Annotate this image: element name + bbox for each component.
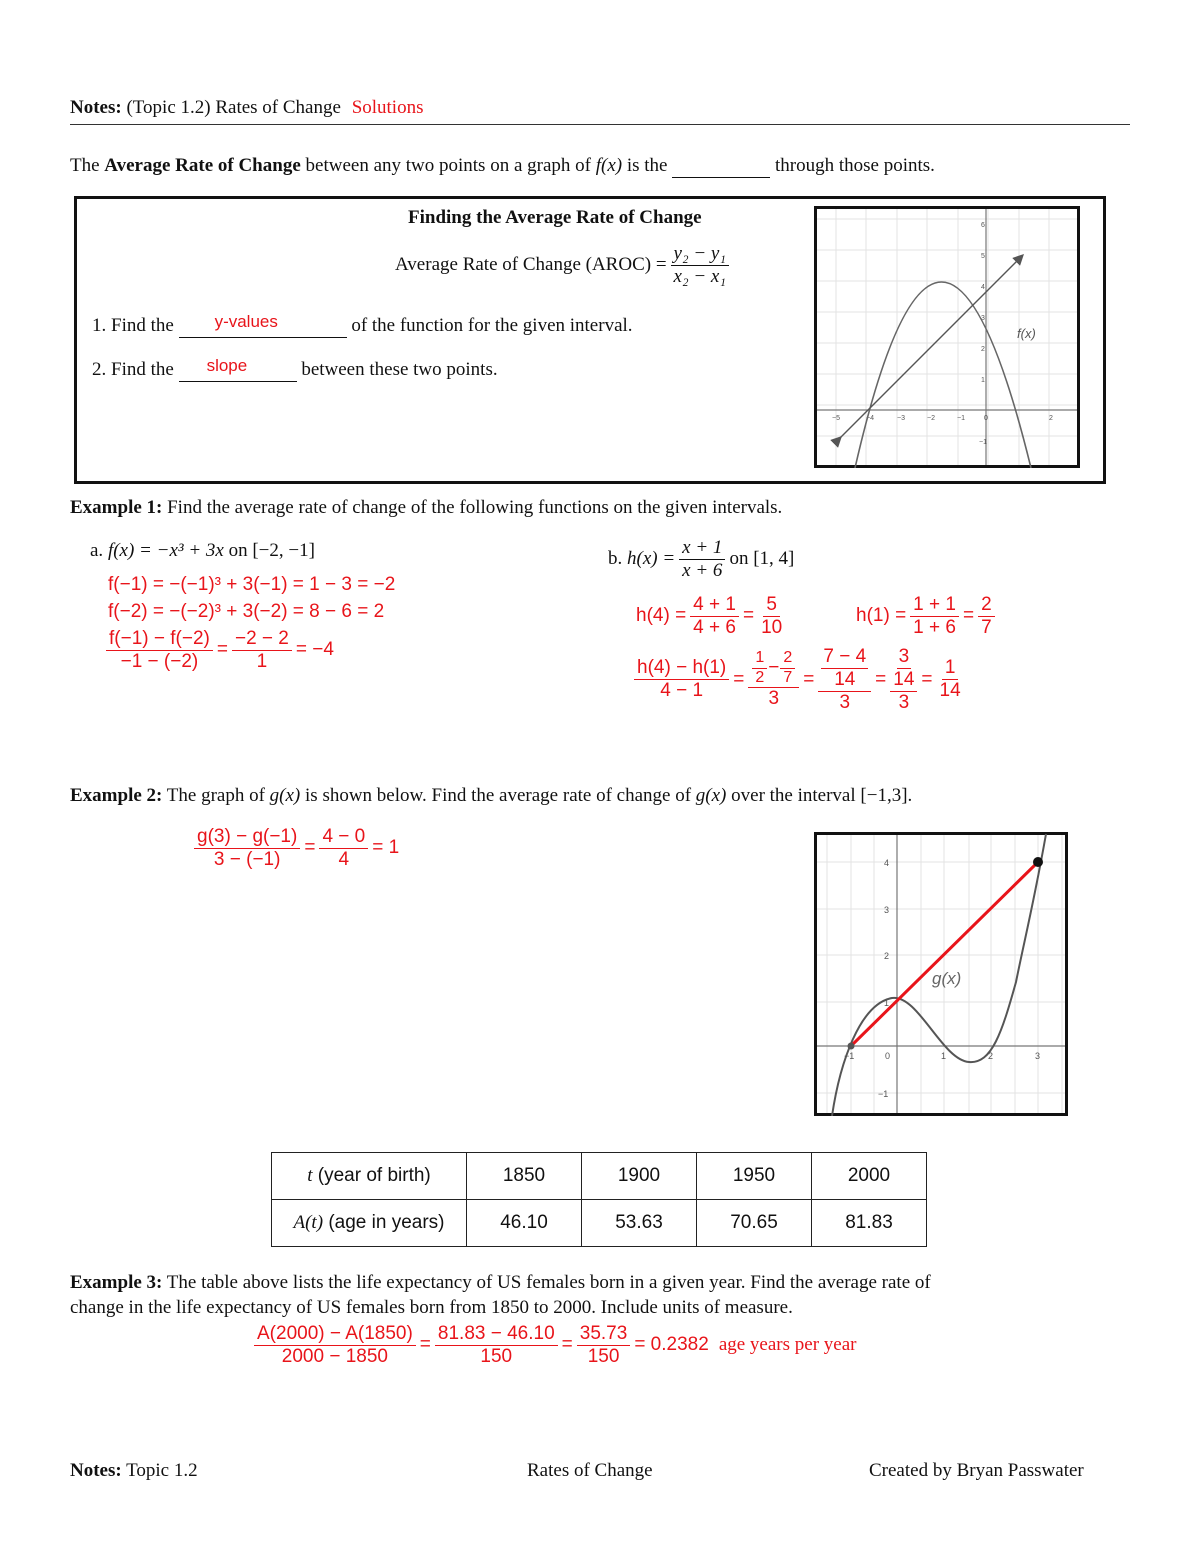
fx-ytick: 6 <box>981 222 985 229</box>
ex1b-t-num: 7 − 4 <box>823 646 867 667</box>
ex2-eq: = <box>304 837 316 859</box>
aroc-formula <box>395 243 733 288</box>
ex1a-q-den: −1 − (−2) <box>120 650 199 672</box>
ex1b-eq-1: = <box>733 668 745 690</box>
notes-label: Notes: <box>70 97 122 118</box>
box-title: Finding the Average Rate of Change <box>408 207 702 228</box>
ex2-q-den: 3 − (−1) <box>213 848 281 870</box>
intro-sentence <box>70 155 935 178</box>
ex1b-h1-label: h(1) = <box>856 605 907 627</box>
ex1b-h1 <box>856 594 999 639</box>
ex3-s-num: 35.73 <box>577 1323 631 1346</box>
gx-point-left <box>848 1043 855 1050</box>
table-row <box>272 1153 927 1200</box>
ex1b-s-den: 3 <box>768 688 780 710</box>
ex1b-f-num: x + 1 <box>679 537 725 560</box>
example1-label: Example 1: <box>70 497 163 518</box>
row1-var: t <box>307 1165 313 1186</box>
step1-suffix: of the function for the given interval. <box>351 315 633 336</box>
footer-right: Created by Bryan Passwater <box>869 1460 1084 1481</box>
table-cell: 70.65 <box>697 1200 812 1247</box>
ex1b-h1-num: 1 + 1 <box>910 594 959 617</box>
ex1a-func: f(x) = −x³ + 3x <box>107 540 224 561</box>
ex2-result: = 1 <box>372 837 400 859</box>
ex2-text-mid: is shown below. Find the average rate of change of <box>305 785 692 806</box>
ex3-q-den: 2000 − 1850 <box>281 1345 388 1367</box>
ex1b-h1-rden: 7 <box>981 616 992 638</box>
step-1 <box>92 312 633 338</box>
table-cell: 46.10 <box>467 1200 582 1247</box>
fx-ytick: 3 <box>981 315 985 322</box>
fx-xtick: −5 <box>832 415 840 422</box>
topic-title: (Topic 1.2) Rates of Change <box>126 97 341 118</box>
intro-mid: between any two points on a graph of <box>305 155 591 176</box>
ex2-func: g(x) <box>269 785 301 806</box>
ex3-units: age years per year <box>718 1334 857 1356</box>
gx-xtick: 3 <box>1035 1051 1041 1061</box>
ex2-r-den: 4 <box>338 848 350 870</box>
ex1b-h4-den: 4 + 6 <box>693 616 736 638</box>
ex1a-r-num: −2 − 2 <box>232 628 292 651</box>
step1-blank <box>179 312 347 338</box>
footer-topic: Topic 1.2 <box>126 1460 198 1481</box>
ex2-r-num: 4 − 0 <box>319 826 368 849</box>
life-expectancy-table <box>271 1152 927 1247</box>
fx-ytick: −1 <box>979 439 987 446</box>
intro-blank <box>672 155 770 178</box>
ex1a-line2: f(−2) = −(−2)³ + 3(−2) = 8 − 6 = 2 <box>108 601 385 622</box>
ex1b-eq-4: = <box>921 668 933 690</box>
fx-ytick: 4 <box>981 284 985 291</box>
gx-xtick: −1 <box>844 1051 855 1061</box>
ex1b-h4-num: 4 + 1 <box>690 594 739 617</box>
table-cell: 2000 <box>812 1153 927 1200</box>
ex1b-prefix: b. <box>608 548 623 570</box>
fx-xtick: −1 <box>957 415 965 422</box>
ex3-r-num: 81.83 − 46.10 <box>435 1323 558 1346</box>
example1b-problem <box>608 537 794 582</box>
row2-var: A(t) <box>293 1212 324 1233</box>
aroc-numerator: y₂ − y₁ <box>671 243 729 266</box>
fx-xtick: −2 <box>927 415 935 422</box>
footer-center: Rates of Change <box>527 1460 653 1481</box>
ex1b-s-a-num: 1 <box>752 649 767 668</box>
step1-answer: y-values <box>214 312 278 331</box>
gx-xtick: 1 <box>941 1051 947 1061</box>
fx-ytick: 5 <box>981 253 985 260</box>
ex3-eq-1: = <box>419 1334 431 1356</box>
ex3-r-den: 150 <box>480 1345 513 1367</box>
ex1b-s-b-den: 7 <box>783 668 793 686</box>
gx-ytick: 1 <box>884 998 890 1008</box>
ex1a-result: = −4 <box>295 639 334 661</box>
fx-xtick: −3 <box>897 415 905 422</box>
example1-text: Find the average rate of change of the following functions on the given intervals. <box>167 497 783 518</box>
example1a-problem <box>90 540 315 562</box>
ex1b-quotient <box>630 646 968 714</box>
ex1b-f-den: x + 6 <box>682 559 723 581</box>
ex2-q-num: g(3) − g(−1) <box>194 826 300 849</box>
ex1b-func: h(x) = <box>627 548 676 570</box>
table-cell: 53.63 <box>582 1200 697 1247</box>
ex3-result: = 0.2382 <box>634 1334 709 1356</box>
ex1b-eq-3: = <box>875 668 887 690</box>
ex1a-interval: on [−2, −1] <box>228 540 315 561</box>
ex2-func2: g(x) <box>695 785 727 806</box>
gx-ytick: 2 <box>884 951 890 961</box>
table-cell: 1950 <box>697 1153 812 1200</box>
ex1b-u-mid: 14 <box>893 668 915 690</box>
aroc-label: Average Rate of Change (AROC) = <box>395 254 667 276</box>
example3-prompt-line1 <box>70 1272 931 1294</box>
ex1b-h1-den: 1 + 6 <box>913 616 956 638</box>
ex2-text-pre: The graph of <box>166 785 265 806</box>
intro-func: f(x) <box>595 155 623 176</box>
intro-term: Average Rate of Change <box>104 155 301 176</box>
ex1a-prefix: a. <box>90 540 104 561</box>
solutions-label: Solutions <box>351 97 424 118</box>
ex1b-h4 <box>636 594 789 639</box>
page-header <box>70 97 424 119</box>
gx-ytick: 4 <box>884 858 890 868</box>
fx-graph <box>814 206 1080 468</box>
example2-label: Example 2: <box>70 785 163 806</box>
ex1a-line1: f(−1) = −(−1)³ + 3(−1) = 1 − 3 = −2 <box>108 574 396 595</box>
fx-xtick: −4 <box>866 415 874 422</box>
fx-ytick: 2 <box>981 346 985 353</box>
footer-left <box>70 1460 198 1482</box>
intro-pre: The <box>70 155 100 176</box>
example2-prompt <box>70 785 912 807</box>
ex1a-quotient <box>102 628 334 673</box>
ex1b-v-num: 1 <box>942 657 959 680</box>
ex1b-h1-rnum: 2 <box>978 594 995 617</box>
fx-ytick: 1 <box>981 377 985 384</box>
ex3-s-den: 150 <box>587 1345 620 1367</box>
ex1b-u-den: 3 <box>898 691 910 713</box>
ex2-interval: [−1,3]. <box>860 785 913 806</box>
example1-prompt <box>70 497 782 519</box>
header-rule <box>70 124 1130 125</box>
gx-point-right <box>1033 857 1043 867</box>
table-cell: 1850 <box>467 1153 582 1200</box>
step2-prefix: 2. Find the <box>92 359 174 380</box>
ex1b-u-num: 3 <box>898 646 910 667</box>
ex2-quotient <box>190 826 399 871</box>
table-cell: 81.83 <box>812 1200 927 1247</box>
fx-xtick: 0 <box>984 415 988 422</box>
table-cell: 1900 <box>582 1153 697 1200</box>
ex3-eq-2: = <box>561 1334 573 1356</box>
row-header-year <box>272 1153 467 1200</box>
ex1a-r-den: 1 <box>256 650 268 672</box>
ex1b-h4-label: h(4) = <box>636 605 687 627</box>
intro-is-the: is the <box>626 155 668 176</box>
step-2 <box>92 356 498 382</box>
ex1b-q-num: h(4) − h(1) <box>634 657 729 680</box>
ex1b-eq-2: = <box>803 668 815 690</box>
ex1b-q-den: 4 − 1 <box>660 680 704 702</box>
ex1b-s-a-den: 2 <box>755 668 765 686</box>
ex1b-h4-rnum: 5 <box>763 594 780 617</box>
ex2-text-post: over the interval <box>731 785 856 806</box>
gx-xtick: 0 <box>885 1051 891 1061</box>
row2-header: (age in years) <box>328 1212 445 1233</box>
gx-graph <box>814 832 1068 1116</box>
ex1b-s-b-num: 2 <box>780 649 795 668</box>
ex1b-s-minus: − <box>768 657 780 679</box>
gx-label: g(x) <box>932 969 962 988</box>
ex1b-h4-eq: = <box>742 605 755 627</box>
row1-header: (year of birth) <box>317 1165 431 1186</box>
intro-post: through those points. <box>775 155 935 176</box>
gx-ytick: −1 <box>878 1089 889 1099</box>
ex3-line1: The table above lists the life expectancy of US females born in a given year. Find the average rate of <box>166 1272 931 1293</box>
gx-ytick: 3 <box>884 905 890 915</box>
step2-blank <box>179 356 297 382</box>
fx-label: f(x) <box>1017 326 1036 341</box>
table-row <box>272 1200 927 1247</box>
aroc-denominator: x₂ − x₁ <box>673 265 726 287</box>
ex1b-v-den: 14 <box>939 680 961 702</box>
example3-label: Example 3: <box>70 1272 163 1293</box>
ex1b-interval: on [1, 4] <box>729 548 795 570</box>
ex1b-h1-eq: = <box>962 605 975 627</box>
step2-suffix: between these two points. <box>301 359 498 380</box>
row-header-age <box>272 1200 467 1247</box>
ex3-quotient <box>250 1323 856 1368</box>
example3-prompt-line2: change in the life expectancy of US females born from 1850 to 2000. Include units of measure. <box>70 1297 793 1318</box>
footer-notes-label: Notes: <box>70 1460 122 1481</box>
ex1b-t-mid: 14 <box>834 668 856 690</box>
step1-prefix: 1. Find the <box>92 315 174 336</box>
ex3-q-num: A(2000) − A(1850) <box>254 1323 416 1346</box>
ex1b-h4-rden: 10 <box>761 616 783 638</box>
fx-xtick: 2 <box>1049 415 1053 422</box>
gx-xtick: 2 <box>988 1051 994 1061</box>
step2-answer: slope <box>206 356 248 375</box>
ex1b-t-den: 3 <box>839 691 851 713</box>
ex1a-eq: = <box>216 639 228 661</box>
ex1a-q-num: f(−1) − f(−2) <box>106 628 213 651</box>
